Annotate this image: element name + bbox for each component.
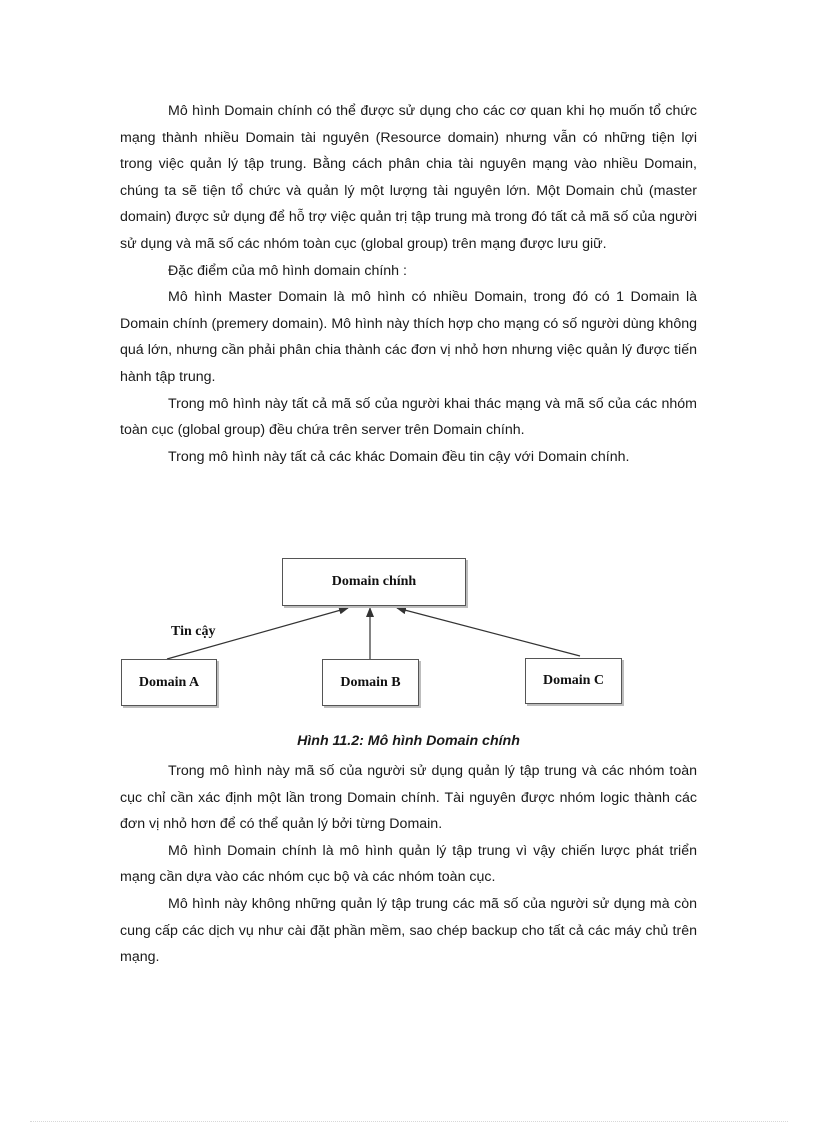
domain-c-box	[525, 658, 622, 704]
domain-b-label: Domain B	[340, 674, 401, 690]
arrow-c-to-main	[397, 608, 580, 656]
main-domain-box	[282, 558, 466, 606]
paragraph-master-domain: Mô hình Master Domain là mô hình có nhiều Domain, trong đó có 1 Domain là Domain chính (premery domain). Mô hình này thích hợp cho mạng có số người dùng không quá lớn, nhưng cần phải phân chia thành các đơn vị nhỏ hơn nhưng việc quản lý được tiến hành tập trung.	[120, 289, 697, 385]
figure-caption: Hình 11.2: Mô hình Domain chính	[297, 733, 520, 749]
domain-c-label: Domain C	[542, 673, 605, 688]
top-text-block	[120, 98, 697, 470]
paragraph-services: Mô hình này không những quản lý tập trung các mã số của người sử dụng mà còn cung cấp các dịch vụ như cài đặt phần mềm, sao chép backup cho tất cả các máy chủ trên mạng.	[120, 895, 697, 966]
paragraph-trust: Trong mô hình này tất cả các khác Domain đều tin cậy với Domain chính.	[168, 448, 630, 465]
page-bottom-divider	[30, 1121, 788, 1122]
domain-diagram	[110, 548, 640, 718]
paragraph-features-heading: Đặc điểm của mô hình domain chính :	[168, 262, 407, 279]
domain-b-box	[322, 659, 419, 706]
bottom-text-block	[120, 758, 697, 971]
trust-label: Tin cậy	[171, 624, 216, 639]
paragraph-global-group: Trong mô hình này tất cả mã số của người khai thác mạng và mã số của các nhóm toàn cục (global group) đều chứa trên server trên Domain chính.	[120, 395, 697, 439]
domain-a-label: Domain A	[138, 674, 200, 690]
domain-a-box	[121, 659, 217, 706]
paragraph-intro: Mô hình Domain chính có thể được sử dụng cho các cơ quan khi họ muốn tổ chức mạng thành nhiều Domain tài nguyên (Resource domain) nhưng vẫn có những tiện lợi trong việc quản lý tập trung. Bằng cách phân chia tài nguyên mạng vào nhiều Domain, chúng ta sẽ tiện tổ chức và quản lý một lượng tài nguyên lớn. Một Domain chủ (master domain) được sử dụng để hỗ trợ việc quản trị tập trung mà trong đó tất cả mã số của người sử dụng và mã số các nhóm toàn cục (global group) trên mạng được lưu giữ.	[120, 103, 697, 252]
main-domain-label: Domain chính	[331, 574, 417, 589]
paragraph-strategy: Mô hình Domain chính là mô hình quản lý tập trung vì vậy chiến lược phát triển mạng cần dựa vào các nhóm cục bộ và các nhóm toàn cục.	[120, 842, 697, 886]
paragraph-central-management: Trong mô hình này mã số của người sử dụng quản lý tập trung và các nhóm toàn cục chỉ cần xác định một lần trong Domain chính. Tài nguyên được nhóm logic thành các đơn vị nhỏ hơn để có thể quản lý bởi từng Domain.	[120, 763, 697, 833]
